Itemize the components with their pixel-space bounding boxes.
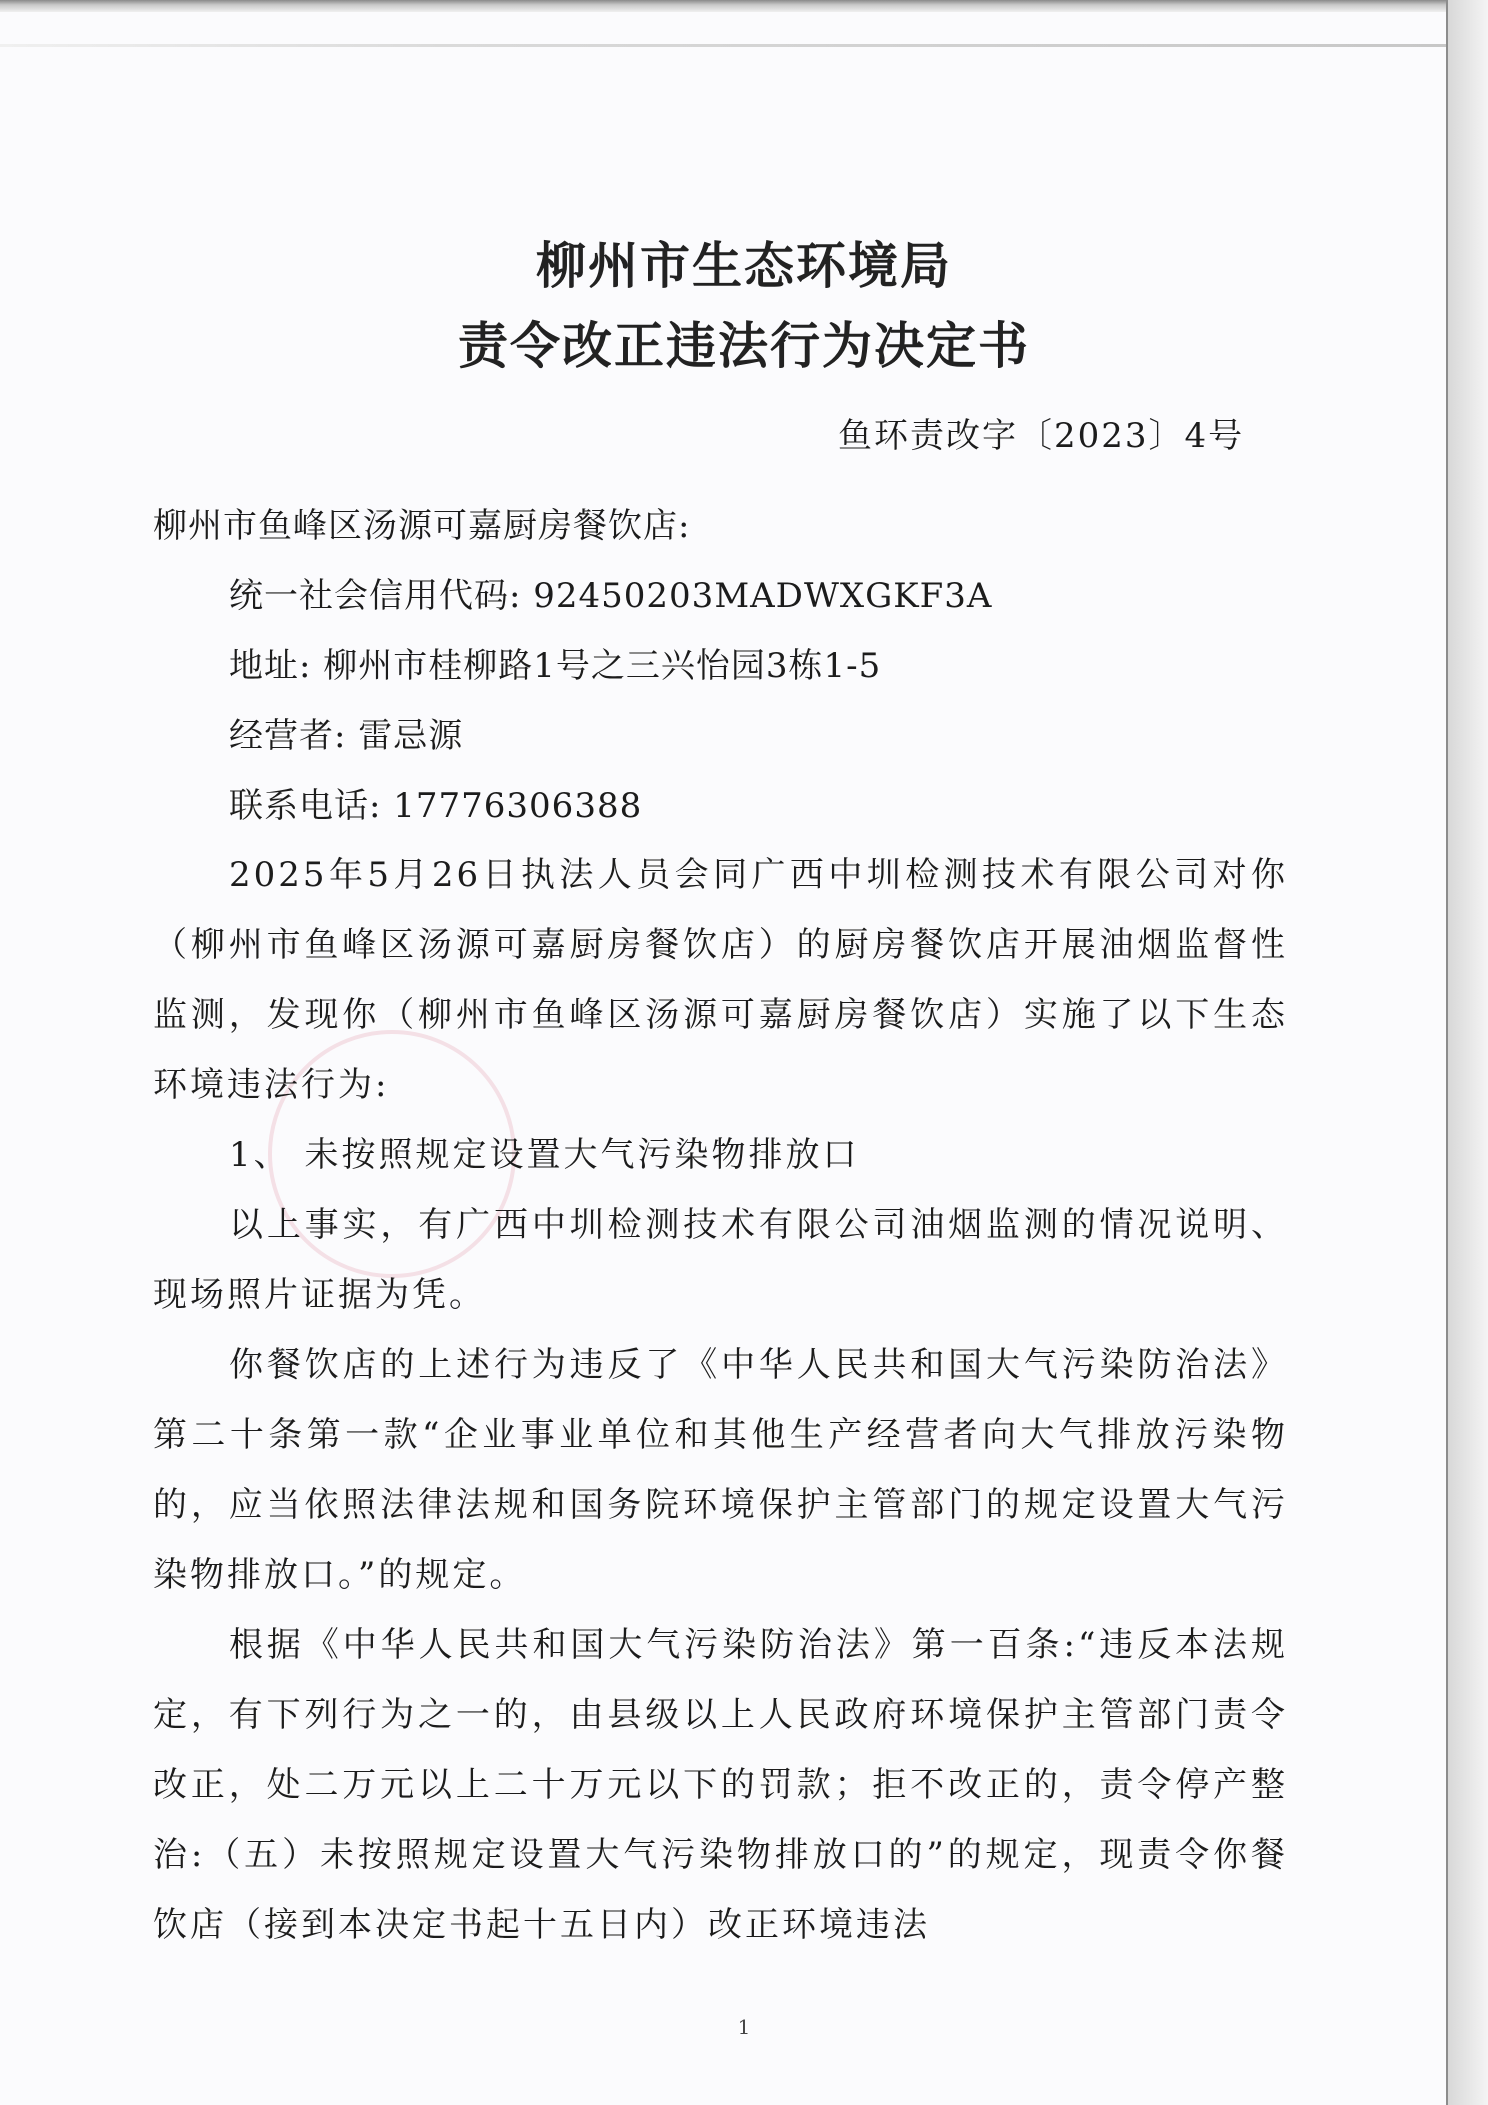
scan-edge-top [0, 0, 1488, 12]
agency-title: 柳州市生态环境局 [536, 237, 952, 295]
page-number: 1 [737, 2015, 751, 2039]
paragraph-violation-item: 1、 未按照规定设置大气污染物排放口 [229, 1135, 860, 1175]
credit-code: 统一社会信用代码: 92450203MADWXGKF3A [229, 576, 993, 616]
address: 地址: 柳州市桂柳路1号之三兴怡园3栋1-5 [229, 646, 882, 686]
contact-phone: 联系电话: 17776306388 [229, 786, 643, 826]
document-number: 鱼环责改字〔2023〕4号 [838, 416, 1245, 456]
recipient-name: 柳州市鱼峰区汤源可嘉厨房餐饮店: [153, 506, 691, 546]
paragraph-evidence: 以上事实，有广西中圳检测技术有限公司油烟监测的情况说明、现场照片证据为凭。 [153, 1205, 1288, 1315]
document-title: 责令改正违法行为决定书 [458, 317, 1030, 375]
operator: 经营者: 雷忌源 [229, 716, 464, 756]
scan-edge-line [0, 44, 1488, 47]
paragraph-inspection: 2025年5月26日执法人员会同广西中圳检测技术有限公司对你（柳州市鱼峰区汤源可嘉厨房餐饮店）的厨房餐饮店开展油烟监督性监测，发现你（柳州市鱼峰区汤源可嘉厨房餐饮店）实施了以下生态环境违法行为: [153, 855, 1288, 1105]
paragraph-legal-basis: 根据《中华人民共和国大气污染防治法》第一百条:“违反本法规定，有下列行为之一的，由县级以上人民政府环境保护主管部门责令改正，处二万元以上二十万元以下的罚款；拒不改正的，责令停产整治:（五）未按照规定设置大气污染物排放口的”的规定，现责令你餐饮店（接到本决定书起十五日内）改正环境违法 [153, 1625, 1288, 1945]
decision-body [153, 840, 1288, 1960]
paragraph-law-violated: 你餐饮店的上述行为违反了《中华人民共和国大气污染防治法》第二十条第一款“企业事业单位和其他生产经营者向大气排放污染物的，应当依照法律法规和国务院环境保护主管部门的规定设置大气污染物排放口。”的规定。 [153, 1345, 1288, 1595]
